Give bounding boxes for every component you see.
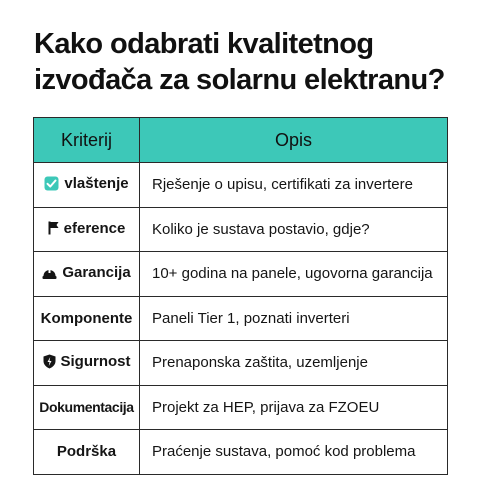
table-row bbox=[34, 296, 448, 341]
description-cell: 10+ godina na panele, ugovorna garancija bbox=[140, 252, 448, 297]
criterion-cell bbox=[34, 296, 140, 341]
criterion-label: Podrška bbox=[56, 443, 117, 461]
criterion-cell bbox=[34, 252, 140, 297]
criterion-label: Dokumentacija bbox=[39, 398, 134, 415]
description-cell: Prenaponska zaštita, uzemljenje bbox=[140, 341, 448, 386]
criterion-cell bbox=[34, 207, 140, 252]
table-row bbox=[34, 163, 448, 208]
criteria-table bbox=[33, 117, 448, 475]
table-row bbox=[34, 385, 448, 430]
flag-icon bbox=[48, 221, 59, 235]
page-title: Kako odabrati kvalitetnog izvođača za solarnu elektranu? bbox=[34, 28, 445, 96]
table-row bbox=[34, 430, 448, 475]
helmet-icon bbox=[42, 266, 57, 280]
description-cell: Paneli Tier 1, poznati inverteri bbox=[140, 296, 448, 341]
description-cell: Praćenje sustava, pomoć kod problema bbox=[140, 430, 448, 475]
description-cell: Projekt za HEP, prijava za FZOEU bbox=[140, 385, 448, 430]
description-cell: Koliko je sustava postavio, gdje? bbox=[140, 207, 448, 252]
criterion-label: Sigurnost bbox=[60, 352, 131, 370]
check-box-icon bbox=[44, 176, 59, 191]
criterion-label: vlaštenje bbox=[64, 174, 129, 192]
criterion-label: eference bbox=[63, 219, 126, 237]
header-criterion: Kriterij bbox=[34, 118, 140, 163]
shield-icon bbox=[43, 354, 56, 369]
description-cell: Rješenje o upisu, certifikati za invertere bbox=[140, 163, 448, 208]
table-header-row bbox=[34, 118, 448, 163]
table-row bbox=[34, 341, 448, 386]
criterion-cell bbox=[34, 341, 140, 386]
table-row bbox=[34, 207, 448, 252]
criterion-cell bbox=[34, 385, 140, 430]
criterion-cell bbox=[34, 430, 140, 475]
header-description: Opis bbox=[140, 118, 448, 163]
criterion-label: Garancija bbox=[62, 264, 131, 281]
criterion-cell bbox=[34, 163, 140, 208]
table-row bbox=[34, 252, 448, 297]
criterion-label: Komponente bbox=[40, 309, 133, 327]
